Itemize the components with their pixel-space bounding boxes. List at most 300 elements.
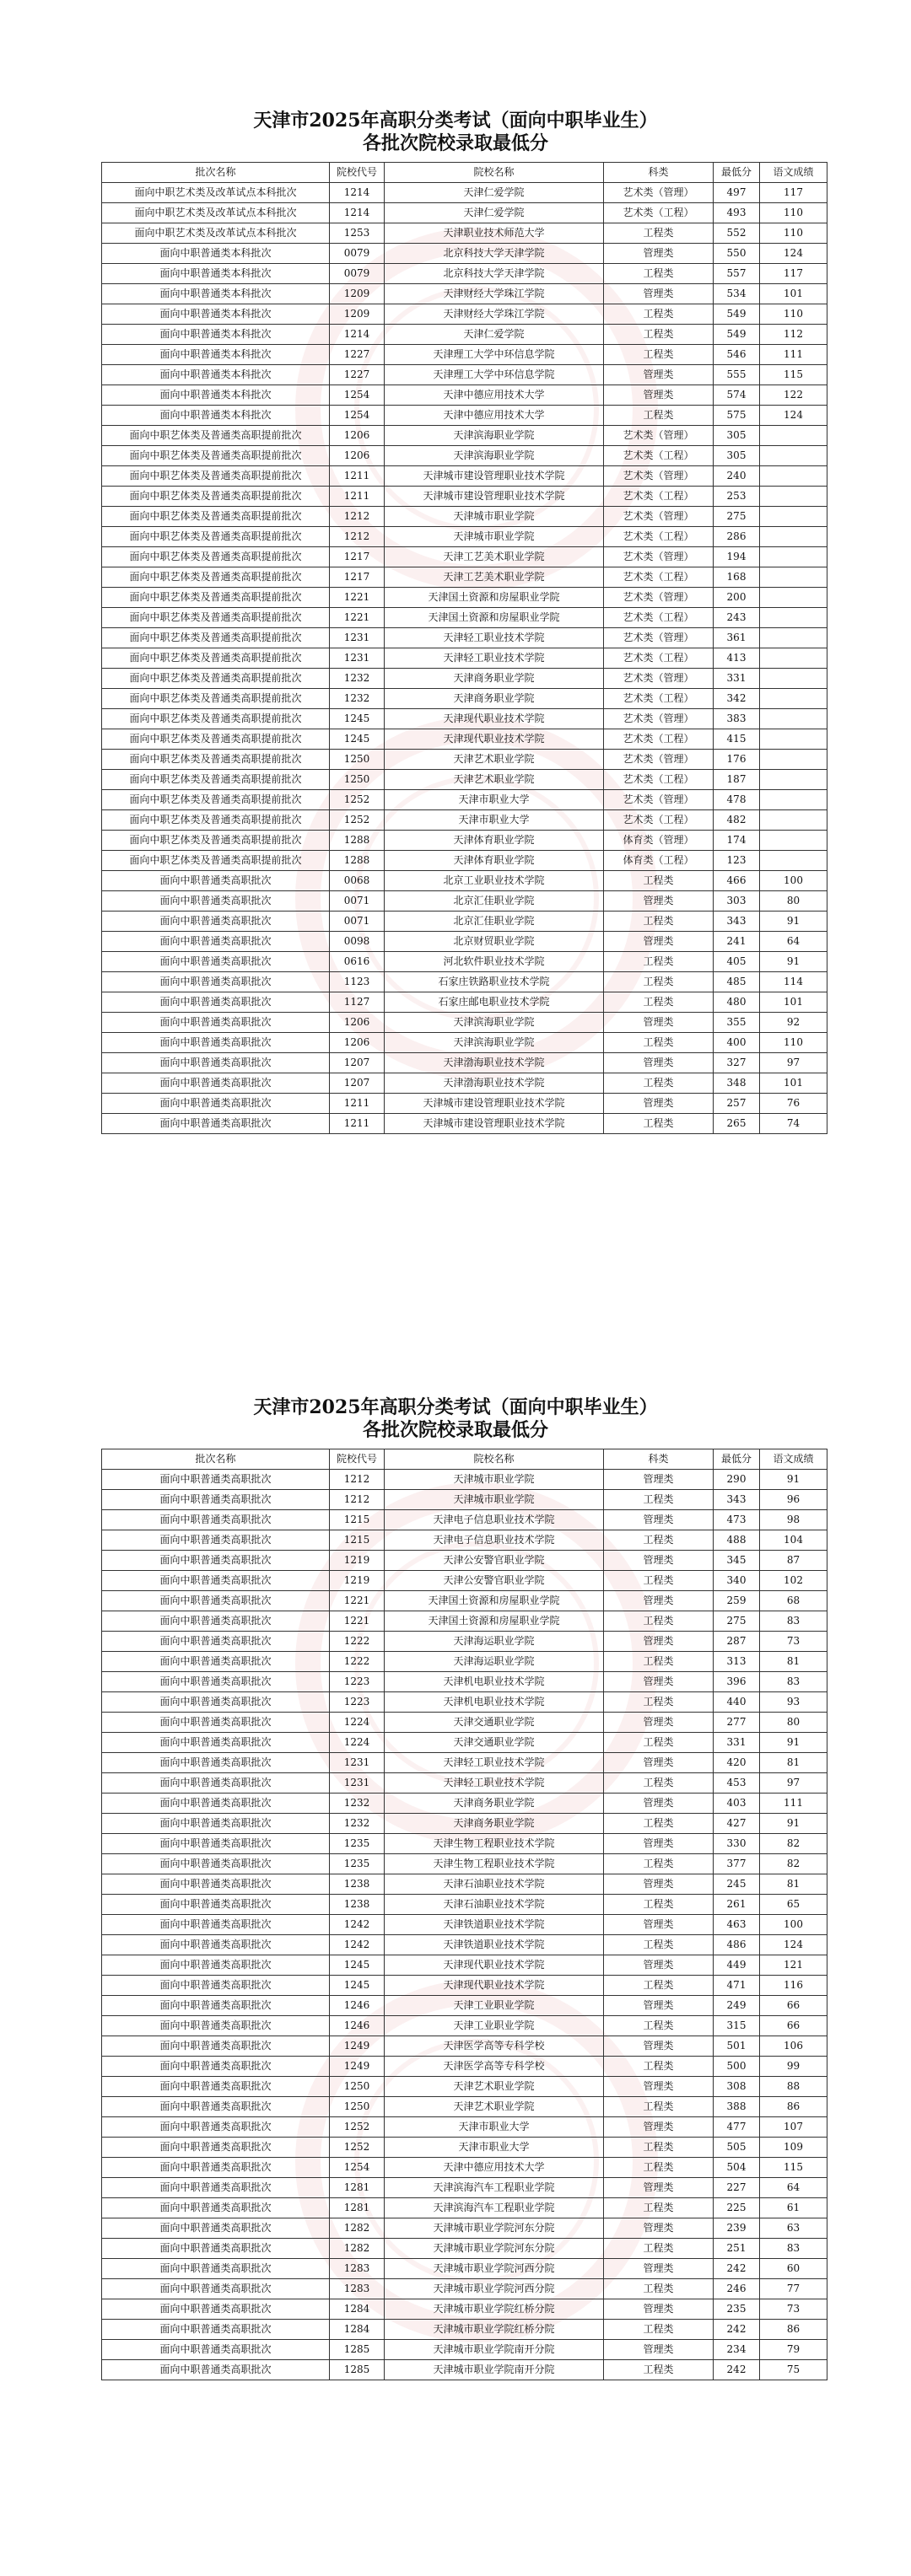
school-code-cell: 1282 — [330, 2218, 385, 2239]
min-score-cell: 405 — [714, 952, 760, 972]
table-row — [102, 2299, 827, 2320]
category-cell: 工程类 — [604, 2158, 714, 2178]
batch-name-cell: 面向中职普通类高职批次 — [102, 2299, 330, 2320]
batch-name-cell: 面向中职普通类高职批次 — [102, 2117, 330, 2138]
school-name-cell: 天津城市建设管理职业技术学院 — [385, 1094, 604, 1114]
chinese-score-cell: 77 — [760, 2279, 827, 2299]
table-body — [102, 1470, 827, 2380]
batch-name-cell: 面向中职普通类高职批次 — [102, 2057, 330, 2077]
school-name-cell: 天津艺术职业学院 — [385, 2077, 604, 2097]
category-cell: 艺术类（工程） — [604, 729, 714, 750]
chinese-score-cell: 97 — [760, 1053, 827, 1073]
chinese-score-cell: 80 — [760, 1713, 827, 1733]
min-score-cell: 308 — [714, 2077, 760, 2097]
chinese-score-cell: 74 — [760, 1114, 827, 1134]
batch-name-cell: 面向中职普通类高职批次 — [102, 2320, 330, 2340]
chinese-score-cell: 109 — [760, 2138, 827, 2158]
chinese-score-cell — [760, 547, 827, 567]
batch-name-cell: 面向中职普通类高职批次 — [102, 1053, 330, 1073]
table-row — [102, 1591, 827, 1611]
batch-name-cell: 面向中职艺术类及改革试点本科批次 — [102, 203, 330, 223]
school-name-cell: 天津城市建设管理职业技术学院 — [385, 487, 604, 507]
min-score-cell: 315 — [714, 2016, 760, 2036]
category-cell: 管理类 — [604, 2117, 714, 2138]
category-cell: 管理类 — [604, 1013, 714, 1033]
batch-name-cell: 面向中职普通类高职批次 — [102, 1652, 330, 1672]
min-score-cell: 505 — [714, 2138, 760, 2158]
table-row — [102, 304, 827, 325]
batch-name-cell: 面向中职普通类高职批次 — [102, 1996, 330, 2016]
chinese-score-cell: 60 — [760, 2259, 827, 2279]
chinese-score-cell: 83 — [760, 2239, 827, 2259]
school-name-cell: 天津艺术职业学院 — [385, 750, 604, 770]
table-row — [102, 2036, 827, 2057]
min-score-cell: 277 — [714, 1713, 760, 1733]
header-school-code: 院校代号 — [330, 1449, 385, 1470]
min-score-cell: 241 — [714, 932, 760, 952]
school-code-cell: 1252 — [330, 2117, 385, 2138]
table-row — [102, 729, 827, 750]
table-row — [102, 1094, 827, 1114]
school-name-cell: 天津中德应用技术大学 — [385, 2158, 604, 2178]
chinese-score-cell: 65 — [760, 1895, 827, 1915]
school-code-cell: 1212 — [330, 527, 385, 547]
table-row — [102, 689, 827, 709]
min-score-cell: 251 — [714, 2239, 760, 2259]
school-name-cell: 天津医学高等专科学校 — [385, 2036, 604, 2057]
chinese-score-cell: 101 — [760, 284, 827, 304]
min-score-cell: 415 — [714, 729, 760, 750]
school-code-cell: 1212 — [330, 507, 385, 527]
table-row — [102, 2016, 827, 2036]
header-category: 科类 — [604, 163, 714, 183]
min-score-cell: 253 — [714, 487, 760, 507]
school-code-cell: 1231 — [330, 1753, 385, 1773]
min-score-cell: 227 — [714, 2178, 760, 2198]
school-code-cell: 1217 — [330, 547, 385, 567]
chinese-score-cell: 91 — [760, 912, 827, 932]
category-cell: 工程类 — [604, 2198, 714, 2218]
school-name-cell: 天津渤海职业技术学院 — [385, 1073, 604, 1094]
school-code-cell: 1250 — [330, 2097, 385, 2117]
school-name-cell: 天津中德应用技术大学 — [385, 406, 604, 426]
category-cell: 工程类 — [604, 1733, 714, 1753]
school-name-cell: 天津工艺美术职业学院 — [385, 547, 604, 567]
category-cell: 工程类 — [604, 1814, 714, 1834]
table-row — [102, 2178, 827, 2198]
chinese-score-cell: 91 — [760, 1733, 827, 1753]
header-school-name: 院校名称 — [385, 163, 604, 183]
batch-name-cell: 面向中职普通类高职批次 — [102, 1955, 330, 1976]
title-line-2: 各批次院校录取最低分 — [362, 132, 548, 154]
category-cell: 管理类 — [604, 2178, 714, 2198]
table-row — [102, 507, 827, 527]
batch-name-cell: 面向中职普通类高职批次 — [102, 2218, 330, 2239]
chinese-score-cell: 115 — [760, 2158, 827, 2178]
chinese-score-cell: 112 — [760, 325, 827, 345]
min-score-cell: 330 — [714, 1834, 760, 1854]
table-row — [102, 1753, 827, 1773]
header-school-name: 院校名称 — [385, 1449, 604, 1470]
batch-name-cell: 面向中职普通类高职批次 — [102, 1672, 330, 1692]
batch-name-cell: 面向中职艺体类及普通类高职提前批次 — [102, 628, 330, 648]
table-row — [102, 1915, 827, 1935]
school-code-cell: 1238 — [330, 1895, 385, 1915]
school-name-cell: 天津国土资源和房屋职业学院 — [385, 608, 604, 628]
category-cell: 工程类 — [604, 406, 714, 426]
category-cell: 管理类 — [604, 1632, 714, 1652]
category-cell: 艺术类（管理） — [604, 790, 714, 810]
chinese-score-cell: 73 — [760, 1632, 827, 1652]
school-name-cell: 北京科技大学天津学院 — [385, 264, 604, 284]
category-cell: 管理类 — [604, 1551, 714, 1571]
school-name-cell: 天津滨海职业学院 — [385, 446, 604, 466]
school-code-cell: 1214 — [330, 183, 385, 203]
batch-name-cell: 面向中职普通类高职批次 — [102, 2239, 330, 2259]
min-score-cell: 575 — [714, 406, 760, 426]
school-code-cell: 1209 — [330, 304, 385, 325]
chinese-score-cell: 106 — [760, 2036, 827, 2057]
category-cell: 工程类 — [604, 1114, 714, 1134]
table-row — [102, 2077, 827, 2097]
school-code-cell: 1242 — [330, 1915, 385, 1935]
table-row — [102, 992, 827, 1013]
category-cell: 工程类 — [604, 1692, 714, 1713]
school-name-cell: 天津滨海职业学院 — [385, 426, 604, 446]
chinese-score-cell — [760, 770, 827, 790]
category-cell: 工程类 — [604, 1935, 714, 1955]
table-row — [102, 648, 827, 669]
school-name-cell: 天津机电职业技术学院 — [385, 1692, 604, 1713]
min-score-cell: 485 — [714, 972, 760, 992]
batch-name-cell: 面向中职艺体类及普通类高职提前批次 — [102, 547, 330, 567]
chinese-score-cell: 117 — [760, 183, 827, 203]
chinese-score-cell: 97 — [760, 1773, 827, 1794]
min-score-cell: 275 — [714, 507, 760, 527]
school-code-cell: 0098 — [330, 932, 385, 952]
school-name-cell: 天津城市职业学院河西分院 — [385, 2279, 604, 2299]
school-name-cell: 天津机电职业技术学院 — [385, 1672, 604, 1692]
table-row — [102, 1733, 827, 1753]
school-name-cell: 北京汇佳职业学院 — [385, 912, 604, 932]
chinese-score-cell: 91 — [760, 1470, 827, 1490]
min-score-cell: 546 — [714, 345, 760, 365]
batch-name-cell: 面向中职艺体类及普通类高职提前批次 — [102, 466, 330, 487]
school-name-cell: 天津轻工职业技术学院 — [385, 1773, 604, 1794]
school-name-cell: 天津理工大学中环信息学院 — [385, 365, 604, 385]
school-code-cell: 1211 — [330, 466, 385, 487]
chinese-score-cell: 73 — [760, 2299, 827, 2320]
chinese-score-cell: 122 — [760, 385, 827, 406]
chinese-score-cell: 100 — [760, 871, 827, 891]
table-row — [102, 608, 827, 628]
school-code-cell: 1223 — [330, 1672, 385, 1692]
table-row — [102, 2320, 827, 2340]
chinese-score-cell: 86 — [760, 2320, 827, 2340]
chinese-score-cell — [760, 750, 827, 770]
category-cell: 管理类 — [604, 244, 714, 264]
school-code-cell: 1211 — [330, 487, 385, 507]
batch-name-cell: 面向中职普通类高职批次 — [102, 1033, 330, 1053]
category-cell: 工程类 — [604, 1854, 714, 1874]
category-cell: 工程类 — [604, 2239, 714, 2259]
school-name-cell: 天津海运职业学院 — [385, 1652, 604, 1672]
chinese-score-cell: 124 — [760, 406, 827, 426]
min-score-cell: 287 — [714, 1632, 760, 1652]
batch-name-cell: 面向中职艺体类及普通类高职提前批次 — [102, 527, 330, 547]
min-score-cell: 497 — [714, 183, 760, 203]
category-cell: 工程类 — [604, 1652, 714, 1672]
category-cell: 工程类 — [604, 1976, 714, 1996]
school-code-cell: 1246 — [330, 1996, 385, 2016]
category-cell: 艺术类（工程） — [604, 810, 714, 831]
category-cell: 管理类 — [604, 1510, 714, 1530]
table-row — [102, 790, 827, 810]
batch-name-cell: 面向中职艺体类及普通类高职提前批次 — [102, 810, 330, 831]
category-cell: 艺术类（管理） — [604, 669, 714, 689]
batch-name-cell: 面向中职普通类高职批次 — [102, 1915, 330, 1935]
school-name-cell: 天津滨海汽车工程职业学院 — [385, 2198, 604, 2218]
category-cell: 艺术类（管理） — [604, 547, 714, 567]
school-name-cell: 天津城市职业学院 — [385, 1470, 604, 1490]
table-row — [102, 385, 827, 406]
min-score-cell: 235 — [714, 2299, 760, 2320]
batch-name-cell: 面向中职艺体类及普通类高职提前批次 — [102, 507, 330, 527]
school-name-cell: 天津铁道职业技术学院 — [385, 1915, 604, 1935]
school-name-cell: 天津现代职业技术学院 — [385, 709, 604, 729]
batch-name-cell: 面向中职普通类本科批次 — [102, 406, 330, 426]
min-score-cell: 225 — [714, 2198, 760, 2218]
chinese-score-cell — [760, 588, 827, 608]
school-code-cell: 1219 — [330, 1551, 385, 1571]
chinese-score-cell: 80 — [760, 891, 827, 912]
min-score-cell: 259 — [714, 1591, 760, 1611]
table-row — [102, 1996, 827, 2016]
chinese-score-cell — [760, 810, 827, 831]
school-name-cell: 天津商务职业学院 — [385, 1794, 604, 1814]
batch-name-cell: 面向中职普通类高职批次 — [102, 1814, 330, 1834]
header-min-score: 最低分 — [714, 163, 760, 183]
chinese-score-cell: 110 — [760, 203, 827, 223]
chinese-score-cell: 110 — [760, 223, 827, 244]
table-row — [102, 2218, 827, 2239]
batch-name-cell: 面向中职艺体类及普通类高职提前批次 — [102, 648, 330, 669]
batch-name-cell: 面向中职普通类高职批次 — [102, 1073, 330, 1094]
category-cell: 艺术类（工程） — [604, 567, 714, 588]
min-score-cell: 340 — [714, 1571, 760, 1591]
min-score-cell: 242 — [714, 2320, 760, 2340]
category-cell: 工程类 — [604, 2360, 714, 2380]
school-name-cell: 天津公安警官职业学院 — [385, 1571, 604, 1591]
chinese-score-cell: 86 — [760, 2097, 827, 2117]
min-score-cell: 486 — [714, 1935, 760, 1955]
batch-name-cell: 面向中职艺体类及普通类高职提前批次 — [102, 487, 330, 507]
school-code-cell: 1219 — [330, 1571, 385, 1591]
table-row — [102, 1551, 827, 1571]
chinese-score-cell: 117 — [760, 264, 827, 284]
school-name-cell: 北京汇佳职业学院 — [385, 891, 604, 912]
school-name-cell: 天津市职业大学 — [385, 790, 604, 810]
school-code-cell: 1221 — [330, 588, 385, 608]
min-score-cell: 473 — [714, 1510, 760, 1530]
category-cell: 工程类 — [604, 1530, 714, 1551]
school-name-cell: 天津商务职业学院 — [385, 689, 604, 709]
min-score-cell: 427 — [714, 1814, 760, 1834]
category-cell: 工程类 — [604, 992, 714, 1013]
chinese-score-cell: 81 — [760, 1753, 827, 1773]
school-code-cell: 1232 — [330, 689, 385, 709]
table-row — [102, 345, 827, 365]
school-name-cell: 天津滨海职业学院 — [385, 1033, 604, 1053]
chinese-score-cell: 64 — [760, 932, 827, 952]
table-row — [102, 1895, 827, 1915]
table-row — [102, 1976, 827, 1996]
batch-name-cell: 面向中职普通类高职批次 — [102, 1551, 330, 1571]
school-code-cell: 1249 — [330, 2057, 385, 2077]
school-code-cell: 1214 — [330, 203, 385, 223]
min-score-cell: 463 — [714, 1915, 760, 1935]
batch-name-cell: 面向中职普通类高职批次 — [102, 1753, 330, 1773]
batch-name-cell: 面向中职普通类高职批次 — [102, 1935, 330, 1955]
batch-name-cell: 面向中职普通类本科批次 — [102, 244, 330, 264]
category-cell: 工程类 — [604, 1773, 714, 1794]
header-school-code: 院校代号 — [330, 163, 385, 183]
chinese-score-cell: 82 — [760, 1834, 827, 1854]
category-cell: 工程类 — [604, 304, 714, 325]
batch-name-cell: 面向中职普通类高职批次 — [102, 2340, 330, 2360]
min-score-cell: 555 — [714, 365, 760, 385]
school-code-cell: 1224 — [330, 1733, 385, 1753]
school-code-cell: 1246 — [330, 2016, 385, 2036]
batch-name-cell: 面向中职普通类本科批次 — [102, 304, 330, 325]
batch-name-cell: 面向中职艺体类及普通类高职提前批次 — [102, 567, 330, 588]
table-row — [102, 2097, 827, 2117]
table-row — [102, 203, 827, 223]
school-name-cell: 天津公安警官职业学院 — [385, 1551, 604, 1571]
school-name-cell: 北京科技大学天津学院 — [385, 244, 604, 264]
category-cell: 管理类 — [604, 2077, 714, 2097]
table-row — [102, 2198, 827, 2218]
school-name-cell: 天津城市职业学院南开分院 — [385, 2360, 604, 2380]
min-score-cell: 303 — [714, 891, 760, 912]
school-code-cell: 1250 — [330, 750, 385, 770]
category-cell: 工程类 — [604, 1611, 714, 1632]
table-row — [102, 527, 827, 547]
school-code-cell: 1252 — [330, 790, 385, 810]
category-cell: 管理类 — [604, 385, 714, 406]
school-code-cell: 1285 — [330, 2340, 385, 2360]
header-chinese-score: 语文成绩 — [760, 163, 827, 183]
school-code-cell: 1221 — [330, 1611, 385, 1632]
batch-name-cell: 面向中职艺体类及普通类高职提前批次 — [102, 831, 330, 851]
school-name-cell: 天津城市建设管理职业技术学院 — [385, 466, 604, 487]
chinese-score-cell — [760, 831, 827, 851]
school-name-cell: 北京工业职业技术学院 — [385, 871, 604, 891]
chinese-score-cell — [760, 608, 827, 628]
school-code-cell: 1215 — [330, 1510, 385, 1530]
min-score-cell: 290 — [714, 1470, 760, 1490]
category-cell: 体育类（工程） — [604, 851, 714, 871]
table-row — [102, 264, 827, 284]
chinese-score-cell — [760, 790, 827, 810]
table-row — [102, 770, 827, 790]
school-name-cell: 天津艺术职业学院 — [385, 2097, 604, 2117]
min-score-cell: 440 — [714, 1692, 760, 1713]
min-score-cell: 501 — [714, 2036, 760, 2057]
school-code-cell: 1232 — [330, 1814, 385, 1834]
category-cell: 工程类 — [604, 2016, 714, 2036]
batch-name-cell: 面向中职普通类高职批次 — [102, 2360, 330, 2380]
school-name-cell: 天津城市职业学院南开分院 — [385, 2340, 604, 2360]
category-cell: 管理类 — [604, 1094, 714, 1114]
min-score-cell: 331 — [714, 669, 760, 689]
category-cell: 工程类 — [604, 325, 714, 345]
school-name-cell: 天津医学高等专科学校 — [385, 2057, 604, 2077]
batch-name-cell: 面向中职普通类高职批次 — [102, 1976, 330, 1996]
table-row — [102, 810, 827, 831]
table-row — [102, 426, 827, 446]
batch-name-cell: 面向中职普通类高职批次 — [102, 1094, 330, 1114]
category-cell: 管理类 — [604, 2218, 714, 2239]
min-score-cell: 466 — [714, 871, 760, 891]
school-name-cell: 石家庄铁路职业技术学院 — [385, 972, 604, 992]
min-score-cell: 343 — [714, 1490, 760, 1510]
chinese-score-cell: 68 — [760, 1591, 827, 1611]
chinese-score-cell — [760, 567, 827, 588]
table-row — [102, 1013, 827, 1033]
batch-name-cell: 面向中职艺体类及普通类高职提前批次 — [102, 709, 330, 729]
min-score-cell: 265 — [714, 1114, 760, 1134]
school-code-cell: 1231 — [330, 1773, 385, 1794]
min-score-cell: 313 — [714, 1652, 760, 1672]
min-score-cell: 168 — [714, 567, 760, 588]
min-score-cell: 478 — [714, 790, 760, 810]
chinese-score-cell — [760, 729, 827, 750]
chinese-score-cell — [760, 709, 827, 729]
school-code-cell: 1242 — [330, 1935, 385, 1955]
table-row — [102, 547, 827, 567]
chinese-score-cell: 104 — [760, 1530, 827, 1551]
batch-name-cell: 面向中职普通类本科批次 — [102, 365, 330, 385]
table-header-row — [102, 1449, 827, 1470]
category-cell: 体育类（管理） — [604, 831, 714, 851]
school-code-cell: 1283 — [330, 2279, 385, 2299]
chinese-score-cell: 101 — [760, 1073, 827, 1094]
min-score-cell: 383 — [714, 709, 760, 729]
category-cell: 工程类 — [604, 1571, 714, 1591]
min-score-cell: 348 — [714, 1073, 760, 1094]
table-header-row — [102, 163, 827, 183]
batch-name-cell: 面向中职普通类高职批次 — [102, 972, 330, 992]
school-name-cell: 天津铁道职业技术学院 — [385, 1935, 604, 1955]
page-title — [0, 110, 911, 155]
school-code-cell: 1282 — [330, 2239, 385, 2259]
chinese-score-cell — [760, 689, 827, 709]
category-cell: 艺术类（工程） — [604, 689, 714, 709]
chinese-score-cell: 83 — [760, 1611, 827, 1632]
batch-name-cell: 面向中职艺体类及普通类高职提前批次 — [102, 446, 330, 466]
min-score-cell: 453 — [714, 1773, 760, 1794]
min-score-cell: 234 — [714, 2340, 760, 2360]
school-name-cell: 天津仁爱学院 — [385, 203, 604, 223]
table-row — [102, 365, 827, 385]
school-name-cell: 天津市职业大学 — [385, 2117, 604, 2138]
table-body — [102, 183, 827, 1134]
chinese-score-cell: 91 — [760, 1814, 827, 1834]
school-code-cell: 1227 — [330, 365, 385, 385]
table-row — [102, 244, 827, 264]
chinese-score-cell: 93 — [760, 1692, 827, 1713]
